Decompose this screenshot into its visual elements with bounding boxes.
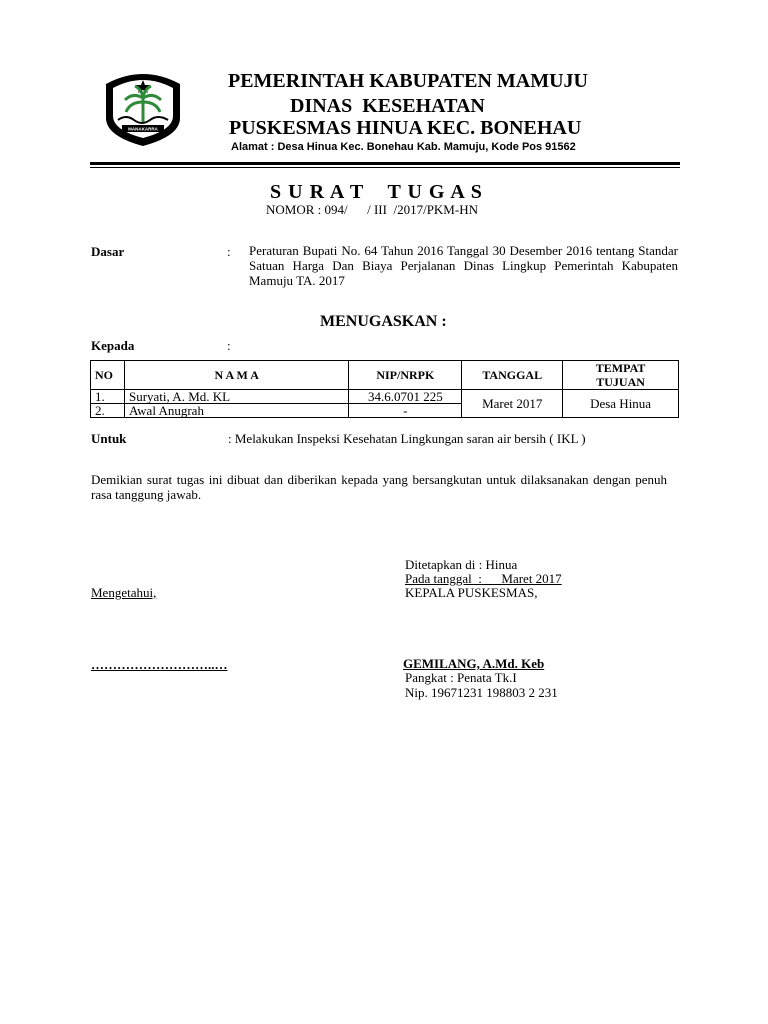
signer-nip: Nip. 19671231 198803 2 231 bbox=[405, 685, 558, 700]
assignment-table bbox=[90, 360, 679, 418]
header-tanggal: TANGGAL bbox=[462, 361, 563, 390]
letterhead-divider-thick bbox=[90, 162, 680, 165]
row-no: 2. bbox=[91, 404, 125, 418]
row-nama: Awal Anugrah bbox=[124, 404, 348, 418]
untuk-label: Untuk bbox=[91, 431, 127, 446]
row-nama: Suryati, A. Md. KL bbox=[124, 390, 348, 404]
acknowledged-label: Mengetahui, bbox=[91, 585, 157, 600]
header-tujuan: TUJUAN bbox=[596, 375, 645, 389]
document-title: S U R A T T U G A S bbox=[270, 181, 483, 203]
letterhead-address: Alamat : Desa Hinua Kec. Bonehau Kab. Mamuju, Kode Pos 91562 bbox=[231, 141, 576, 153]
row-tempat: Desa Hinua bbox=[563, 390, 679, 418]
header-nip: NIP/NRPK bbox=[349, 361, 462, 390]
signer-rank: Pangkat : Penata Tk.I bbox=[405, 670, 517, 685]
issued-date: Pada tanggal : Maret 2017 bbox=[405, 571, 562, 586]
table-row bbox=[91, 390, 679, 404]
kepada-label: Kepada bbox=[91, 338, 135, 353]
untuk-text: : Melakukan Inspeksi Kesehatan Lingkungan saran air bersih ( IKL ) bbox=[228, 431, 586, 446]
row-no: 1. bbox=[91, 390, 125, 404]
dasar-colon: : bbox=[227, 244, 231, 259]
regency-emblem-logo bbox=[100, 66, 186, 148]
header-nama: N A M A bbox=[124, 361, 348, 390]
header-tempat-tujuan bbox=[563, 361, 679, 390]
letterhead-clinic: PUSKESMAS HINUA KEC. BONEHAU bbox=[229, 117, 582, 139]
letterhead-department: DINAS KESEHATAN bbox=[290, 95, 485, 117]
table-header-row bbox=[91, 361, 679, 390]
signer-name: GEMILANG, A.Md. Keb bbox=[403, 656, 545, 671]
acknowledger-signature-line: ………………………..… bbox=[91, 657, 228, 672]
document-number: NOMOR : 094/ / III /2017/PKM-HN bbox=[266, 202, 478, 217]
header-tempat: TEMPAT bbox=[595, 361, 646, 375]
letterhead-government: PEMERINTAH KABUPATEN MAMUJU bbox=[228, 70, 588, 92]
letterhead-divider-thin bbox=[90, 167, 680, 168]
issued-place: Ditetapkan di : Hinua bbox=[405, 557, 518, 572]
closing-paragraph: Demikian surat tugas ini dibuat dan diberikan kepada yang bersangkutan untuk dilaksanakan dengan penuh rasa tanggung jawab. bbox=[91, 472, 667, 502]
menugaskan-heading: MENUGASKAN : bbox=[320, 313, 447, 330]
row-nip: 34.6.0701 225 bbox=[349, 390, 462, 404]
emblem-banner-text: MANAKARRA bbox=[128, 126, 158, 132]
signer-title: KEPALA PUSKESMAS, bbox=[405, 585, 538, 600]
dasar-text: Peraturan Bupati No. 64 Tahun 2016 Tanggal 30 Desember 2016 tentang Standar Satuan Harga Dan Biaya Perjalanan Dinas Lingkup Pemerintah Kabupaten Mamuju TA. 2017 bbox=[249, 243, 678, 288]
kepada-colon: : bbox=[227, 338, 231, 353]
header-no: NO bbox=[91, 361, 125, 390]
row-tanggal: Maret 2017 bbox=[462, 390, 563, 418]
row-nip: - bbox=[349, 404, 462, 418]
dasar-label: Dasar bbox=[91, 244, 125, 259]
